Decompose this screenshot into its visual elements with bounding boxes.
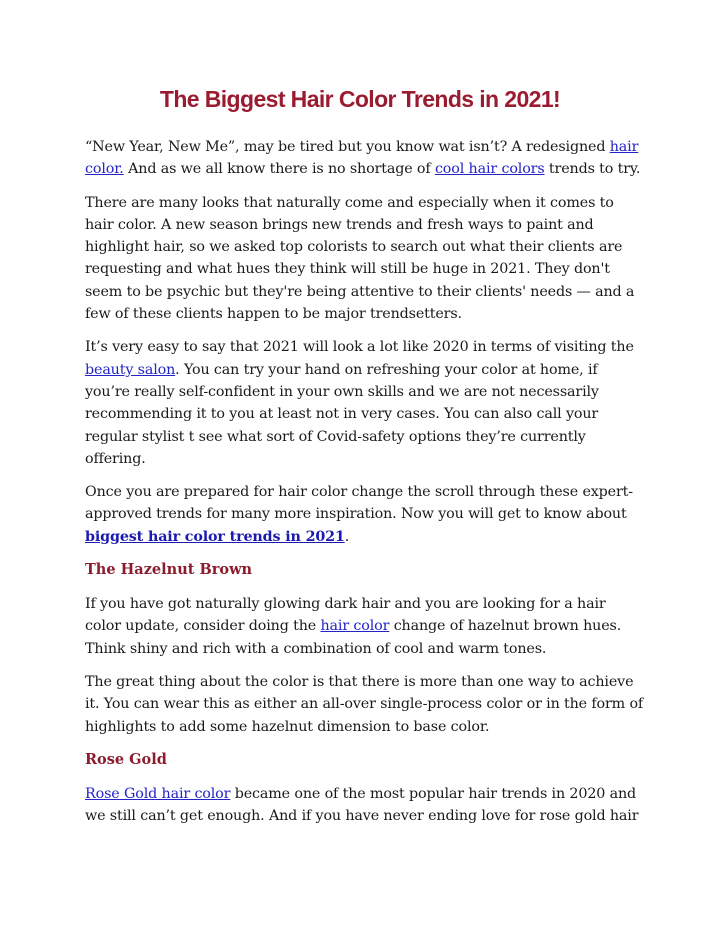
- intro-text-1: “New Year, New Me”, may be tired but you know wat isn’t? A redesigned: [85, 139, 610, 155]
- hazelnut-text-1: If you have got naturally glowing dark hair and you are looking for a hair color update, consider doing the: [85, 596, 606, 635]
- article-body: [85, 136, 645, 838]
- trends-text-1: Once you are prepared for hair color change the scroll through these expert-approved trends for many more inspiration. Now you will get to know about: [85, 484, 633, 523]
- rose-gold-paragraph: [85, 783, 645, 828]
- trends-text-2: .: [344, 528, 350, 545]
- rose-gold-link[interactable]: Rose Gold hair color: [85, 785, 231, 802]
- salon-text-1: It’s very easy to say that 2021 will look a lot like 2020 in terms of visiting the: [85, 339, 634, 356]
- salon-paragraph: [85, 336, 645, 470]
- hazelnut-heading: The Hazelnut Brown: [85, 561, 253, 579]
- intro-text-2: And as we all know there is no shortage of: [123, 161, 435, 178]
- hair-color-link[interactable]: hair color.: [85, 139, 639, 178]
- hazelnut-text-2: change of hazelnut brown hues. Think shiny and rich with a combination of cool and warm tones.: [85, 618, 622, 657]
- hazelnut-paragraph: [85, 593, 645, 660]
- page-title: The Biggest Hair Color Trends in 2021!: [159, 86, 561, 112]
- hair-color-link-2[interactable]: hair color: [320, 618, 390, 635]
- looks-paragraph: There are many looks that naturally come and especially when it comes to hair color. A new season brings new trends and fresh ways to paint and highlight hair, so we asked top colorists to search out what their clients are requesting and what hues they think will still be huge in 2021. They don't seem to be psychic but they're being attentive to their clients' needs — and a few of these clients happen to be major trendsetters.: [85, 194, 635, 323]
- rose-gold-heading: Rose Gold: [85, 750, 167, 768]
- trends-paragraph: [85, 481, 645, 548]
- salon-text-2: . You can try your hand on refreshing your color at home, if you’re really self-confident in your own skills and we are not necessarily recommending it to you at least not in very cases. You can also call your regular stylist t see what sort of Covid-safety options they’re currently offering.: [85, 361, 599, 467]
- beauty-salon-link[interactable]: beauty salon: [85, 361, 176, 378]
- cool-hair-colors-link[interactable]: cool hair colors: [434, 161, 545, 178]
- intro-paragraph: [85, 136, 645, 181]
- biggest-trends-link[interactable]: biggest hair color trends in 2021: [85, 528, 345, 545]
- intro-text-3: trends to try.: [544, 161, 641, 178]
- rose-gold-text: became one of the most popular hair trends in 2020 and we still can’t get enough. And if you have never ending love for rose gold hair: [85, 785, 639, 825]
- hazelnut-detail-paragraph: The great thing about the color is that there is more than one way to achieve it. You can wear this as either an all-over single-process color or in the form of highlights to add some hazelnut dimension to base color.: [85, 673, 644, 735]
